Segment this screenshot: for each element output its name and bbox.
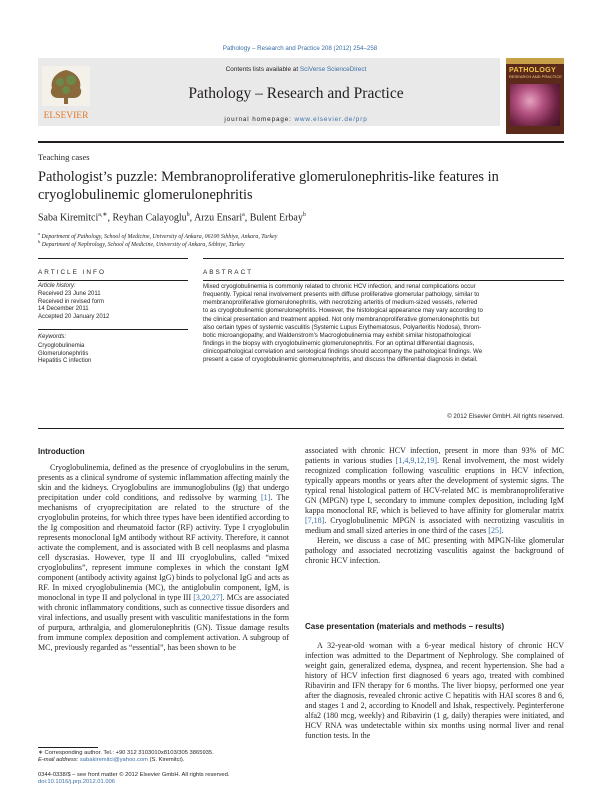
cover-subtitle: RESEARCH AND PRACTICE — [509, 74, 562, 79]
journal-cover — [506, 58, 564, 134]
text-segment: . Renal involvement, the most widely recognized complication following vasculitic eruptions in HCV infection, typically appears months or years after the development of systemic signs. The typical renal histological pattern of HCV-related MC is membranoproliferative GN (MPGN) type I, secondary to immune complex deposition, including IgM kappa monoclonal RF, which is believed to have affinity for glomerular matrix — [305, 456, 564, 515]
affiliation-text: Department of Nephrology, School of Medicine, University of Ankara, Sıhhiye, Turkey — [41, 241, 245, 248]
author-list: Saba Kiremitci$^{a,∗}$, Reyhan Calayoglu$^b$, Arzu Ensari$^a$, Bulent Erbay$^b$ — [38, 212, 306, 224]
doi-text[interactable]: doi:10.1016/j.prp.2012.01.006 — [38, 779, 116, 785]
email-note — [38, 757, 184, 764]
citation-link[interactable]: [1,4,9,12,19] — [395, 456, 437, 465]
author-sup: a — [242, 212, 245, 218]
homepage-link[interactable]: www.elsevier.de/prp — [294, 116, 368, 123]
right-column-paragraph — [305, 446, 564, 566]
footnote-rule — [38, 747, 98, 748]
citation-link[interactable]: [25] — [488, 526, 502, 535]
abstract-line: findings in the biopsy with cryoglobulinemic glomerulonephritis. For an optimal differential diagnosis, — [203, 340, 475, 348]
abstract-line: also certain types of systemic vasculitis (Systemic Lupus Erythematosus, Polyarteritis Nodosa), throm- — [203, 323, 482, 331]
front-matter-rule — [38, 428, 564, 429]
abstract-line: clinicopathological correlation and serological findings should accompany the pathological findings. We — [203, 348, 483, 356]
article-title: Pathologist’s puzzle: Membranoproliferative glomerulonephritis-like features in cryoglobulinemic glomerulonephritis — [38, 169, 499, 203]
author-sup: a,∗ — [98, 212, 108, 218]
abstract-line: frequently. Typical renal involvement presents with diffuse proliferative glomerular pathology, similar to — [203, 291, 480, 299]
running-head: Pathology – Research and Practice 208 (2012) 254–258 — [222, 45, 378, 52]
cover-micrograph — [510, 84, 560, 126]
article-info-header: ARTICLE INFO — [38, 269, 106, 276]
history-line: Accepted 20 January 2012 — [38, 313, 110, 320]
abstract-rule — [203, 280, 564, 281]
author-name[interactable]: Arzu Ensari — [194, 212, 243, 224]
abstract-header: ABSTRACT — [203, 269, 254, 276]
homepage-prefix: journal homepage: — [224, 116, 295, 123]
email-link[interactable]: sabakiremitci@yahoo.com — [79, 757, 148, 763]
author-sup: b — [302, 212, 306, 218]
text-segment: . — [501, 526, 504, 535]
affiliation-sup: a — [38, 231, 40, 236]
contents-line — [100, 66, 492, 73]
keywords-label: Keywords: — [38, 334, 67, 340]
history-label: Article history: — [38, 283, 76, 289]
history-line: Received in revised form — [38, 298, 105, 305]
author-name[interactable]: Reyhan Calayoglu — [112, 212, 187, 224]
copyright: © 2012 Elsevier GmbH. All rights reserved. — [447, 413, 564, 420]
citation-link[interactable]: [1] — [261, 493, 271, 502]
article-info-rule — [38, 280, 188, 281]
contents-prefix: Contents lists available at — [225, 66, 300, 73]
journal-name: Pathology – Research and Practice — [188, 85, 404, 102]
keywords-rule — [38, 329, 188, 330]
affiliation-sup: b — [38, 239, 41, 244]
abstract-line: present a case of cryoglobulinemic glomerulonephritis, and discuss the differential diagnosis in detail. — [203, 356, 478, 364]
history-line: 14 December 2011 — [38, 306, 89, 312]
author-name[interactable]: Saba Kiremitci — [38, 212, 99, 224]
keyword[interactable]: Cryoglobulinemia — [38, 343, 85, 349]
citation-link[interactable]: [3,20,27] — [193, 593, 223, 602]
article-info-top-rule — [38, 258, 188, 259]
publisher-logo-text: ELSEVIER — [43, 111, 89, 121]
elsevier-tree-logo — [40, 64, 92, 122]
history-line: Received 23 June 2011 — [38, 291, 101, 297]
email-label: E-mail address: — [38, 757, 80, 763]
masthead-rule — [38, 141, 564, 143]
affiliation — [38, 238, 245, 249]
keyword[interactable]: Glomerulonephritis — [38, 350, 89, 357]
sciencedirect-link[interactable]: SciVerse ScienceDirect — [299, 66, 367, 73]
author-name[interactable]: Bulent Erbay — [249, 212, 303, 224]
doi-link[interactable] — [38, 779, 115, 786]
citation-link[interactable]: [7,18] — [305, 516, 325, 525]
text-segment: . MCs are associated with chronic inflammatory conditions, such as connective tissue disorders and viral infections, and usually present with vasculitic manifestations in the form of purpura, arthralgia, and glomerulonephritis (GN). Tissue damage results from immune complex deposition and complement activation. A subgroup of MC, previously regarded as “essential”, has been shown to be — [38, 593, 290, 652]
case-presentation-heading: Case presentation (materials and methods – results) — [305, 622, 505, 631]
text-segment: . Cryoglobulinemic MPGN is associated with necrotizing vasculitis in medium and small sized arteries in one third of the cases — [305, 516, 564, 535]
author-sup: b — [186, 212, 190, 218]
journal-homepage — [100, 116, 492, 123]
paragraph-text: Herein, we discuss a case of MC presenting with MPGN-like glomerular pathology and associated necrotizing vasculitis against the background of chronic HCV infection. — [305, 536, 564, 565]
abstract-line: membranoproliferative glomerulonephritis, with necrotizing arteritis of medium-sized vessels, referred — [203, 299, 478, 307]
keyword[interactable]: Hepatitis C infection — [38, 358, 92, 364]
cover-band — [506, 58, 564, 64]
abstract-line: the clinical presentation and treatment applied. Not only membranoproliferative glomerulonephritis but — [203, 315, 480, 323]
text-segment: Cryoglobulinemia, defined as the presence of cryoglobulins in the serum, presents as a clinical syndrome of systemic inflammation affecting mainly the skin and the kidneys. Cryoglobulins are immunoglobulins (Ig) that undergo precipitation under cold conditions, and redissolve by warming — [38, 463, 289, 502]
paragraph-text — [38, 463, 289, 653]
article-section: Teaching cases — [38, 152, 90, 162]
cover-title: PATHOLOGY — [509, 65, 557, 74]
abstract-line: Mixed cryoglobulinemia is commonly related to chronic HCV infection, and renal complications occur — [203, 283, 476, 290]
affiliation-text: Department of Pathology, School of Medicine, University of Ankara, 06100 Sıhhiye, Ankara, Turkey — [41, 233, 278, 240]
email-suffix: (S. Kiremitci). — [147, 757, 185, 763]
text-segment: associated with chronic HCV infection, present in more than 93% of MC patients in various studies — [305, 446, 564, 465]
text-segment: . The mechanisms of cryoprecipitation are related to the structure of the cryoglobulin proteins, for which three types have been identified according to the Ig composition and rheumatoid factor (RF) activity. Type I cryoglobulin represents monoclonal IgM antibody without RF activity. Therefore, it cannot activate the complement, and is associated with B cell neoplasms and plasma cell dyscrasias. However, type II and III cryoglobulins, called “mixed cryoglobulins”, represent immune complexes in which the constant IgM component (antibody activity against IgG) binds to polyclonal IgG and acts as RF. In mixed cryoglobulinemia (MC), the antiglobulin component, IgM, is monoclonal in type II and polyclonal in type III — [38, 493, 289, 602]
corresponding-author-note: ∗ Corresponding author. Tel.: +90 312 3103010x8103/305 3865935. — [38, 750, 214, 756]
abstract-line: to as cryoglobulinemic glomerulonephritis. However, the histological appearance may vary according to — [203, 307, 483, 315]
introduction-paragraph — [38, 463, 289, 653]
issn-line: 0344-0338/$ – see front matter © 2012 Elsevier GmbH. All rights reserved. — [38, 772, 230, 778]
case-presentation-paragraph — [305, 641, 564, 741]
paragraph-text: A 32-year-old woman with a 6-year medical history of chronic HCV infection was admitted to the Department of Nephrology. She complained of weight gain, generalized edema, dyspnea, and recent hypertension. She had a history of HCV infection first diagnosed 6 years ago, treated with combined Ribavirin and IFN therapy for 6 months. The liver biopsy, performed one year after the diagnosis, revealed chronic active C hepatitis with HAI scores 8 and 6, and stages 1 and 2, according to Knodell and Ishak, respectively. Peginterferone alfa2 (180 mcg, weekly) and Ribavirin (1 g, daily) therapies were initiated, and HCV RNA was undetectable within six months using normal liver and renal function tests. In the — [305, 641, 564, 740]
abstract-line: botic microangiopathy, and Waldenstrom's Macroglobulinemia may exhibit similar histopathological — [203, 331, 471, 339]
introduction-heading: Introduction — [38, 447, 85, 456]
abstract-top-rule — [203, 258, 564, 259]
abstract-body — [203, 283, 564, 365]
